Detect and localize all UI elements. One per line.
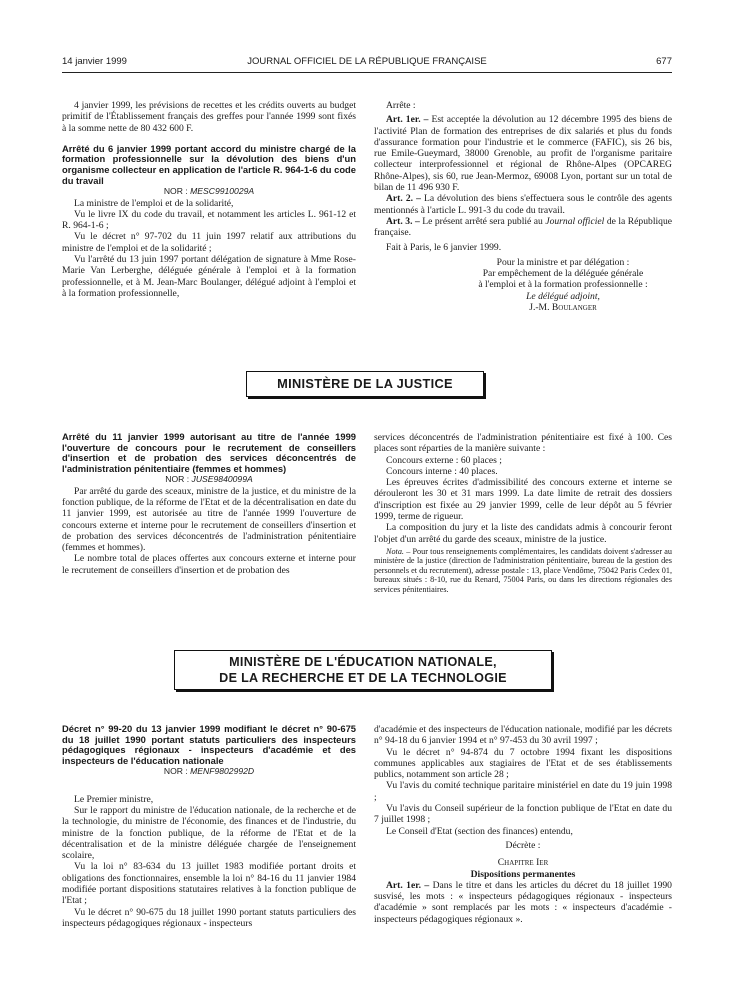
paragraph: Vu l'arrêté du 13 juin 1997 portant délégation de signature à Mme Rose-Marie Van Lerberghe, déléguée générale à l'emploi et à la formation professionnelle, et à M. Jean-Marc Boulanger, délégué adjoint à l'emploi et à la formation professionnelle, [62, 254, 356, 299]
dispositions-heading: Dispositions permanentes [470, 868, 576, 880]
paragraph: Vu le décret n° 97-702 du 11 juin 1997 relatif aux attributions du ministre de l'emploi et de la solidarité ; [62, 231, 356, 254]
paragraph: Le Premier ministre, [74, 793, 154, 805]
header-rule [62, 72, 672, 73]
header-journal-title: JOURNAL OFFICIEL DE LA RÉPUBLIQUE FRANÇAISE [247, 56, 487, 67]
paragraph: services déconcentrés de l'administration pénitentiaire est fixé à 100. Ces places sont réparties de la manière suivante : [374, 432, 672, 455]
paragraph: Vu le décret n° 90-675 du 18 juillet 1990 portant statuts particuliers des inspecteurs pédagogiques régionaux - inspecteurs [62, 906, 356, 929]
arrete-title: Arrêté du 11 janvier 1999 autorisant au titre de l'année 1999 l'ouverture de concours pour le recrutement de conseillers d'insertion et de probation des services déconcentrés de l'administration pénitentiaire (femmes et hommes) [62, 431, 356, 474]
nota-note: Nota. – Pour tous renseignements complémentaires, les candidats doivent s'adresser au ministère de la justice (direction de l'administration pénitentiaire, bureau de la gestion des personnels et du recrutement), adresse postale : 13, place Vendôme, 75042 Paris Cedex 01, bureaux situés : 8-10, rue du Renard, 75004 Paris, ou dans les directions régionales des services pénitentiaires. [374, 546, 672, 594]
paragraph: Les épreuves écrites d'admissibilité des concours externe et interne se dérouleront les 30 et 31 mars 1999. La date limite de retrait des dossiers d'inscription est fixée au 29 janvier 1999, celle de leur dépôt au 5 février 1999, terme de rigueur. [374, 477, 672, 523]
section-education-right-column [374, 724, 672, 925]
ministry-education-heading: MINISTÈRE DE L'ÉDUCATION NATIONALE, DE LA RECHERCHE ET DE LA TECHNOLOGIE [174, 650, 552, 690]
concours-externe: Concours externe : 60 places ; [386, 454, 502, 466]
decret-title: Décret n° 99-20 du 13 janvier 1999 modifiant le décret n° 90-675 du 18 juillet 1990 portant statuts particuliers des inspecteurs pédagogiques régionaux - inspecteurs d'académie et des inspecteurs de l'éducation nationale [62, 723, 356, 766]
article-2: Art. 2. – La dévolution des biens s'effectuera sous le contrôle des agents mentionnés à l'article L. 991-3 du code du travail. [374, 193, 672, 216]
section-justice-right-column [374, 432, 672, 594]
ministry-justice-heading: MINISTÈRE DE LA JUSTICE [246, 371, 484, 397]
arrete-title: Arrêté du 6 janvier 1999 portant accord du ministre chargé de la formation professionnelle sur la dévolution des biens d'un organisme collecteur en application de l'article R. 964-1-6 du code du travail [62, 142, 356, 186]
nor-reference: NOR : JUSE9840099A [165, 474, 253, 485]
header-page-number: 677 [656, 56, 672, 67]
running-header [62, 56, 672, 70]
paragraph: Vu la loi n° 83-634 du 13 juillet 1983 modifiée portant droits et obligations des fonctionnaires, ensemble la loi n° 84-16 du 11 janvier 1984 modifiée portant dispositions statutaires relatives à la fonction publique de l'Etat ; [62, 861, 356, 907]
concours-interne: Concours interne : 40 places. [386, 465, 498, 477]
article-1: Art. 1er. – Est acceptée la dévolution au 12 décembre 1995 des biens de l'activité Plan de formation des entreprises de dix salariés et plus du fonds d'assurance formation pour l'industrie et le commerce (FAFIC), sis 26 bis, rue Emile-Gueymard, 38000 Grenoble, au profit de l'organisme paritaire collecteur interprofessionnel et régional de Rhône-Alpes (OPCAREG Rhône-Alpes), sis 60, rue Jean-Mermoz, 69008 Lyon, portant sur un total de bilan de 11 496 930 F. [374, 114, 672, 194]
paragraph: Par arrêté du garde des sceaux, ministre de la justice, et du ministre de la fonction publique, de la réforme de l'Etat et de la décentralisation en date du 11 janvier 1999, est autorisée au titre de l'année 1999 l'ouverture de concours externe et interne pour le recrutement de conseillers d'insertion et de probation des services déconcentrés de l'administration pénitentiaire (femmes et hommes). [62, 485, 356, 554]
paragraph: Sur le rapport du ministre de l'éducation nationale, de la recherche et de la technologie, du ministre de l'économie, des finances et de l'industrie, du ministre de la fonction publique, de la réforme de l'Etat et de la décentralisation et de la ministre déléguée chargée de l'enseignement scolaire, [62, 804, 356, 862]
paragraph: d'académie et des inspecteurs de l'éducation nationale, modifié par les décrets n° 94-18 du 6 janvier 1994 et n° 97-453 du 30 avril 1997 ; [374, 724, 672, 747]
article-1: Art. 1er. – Dans le titre et dans les articles du décret du 18 juillet 1990 susvisé, les mots : « inspecteurs pédagogiques régionaux - inspecteurs d'académie » sont remplacés par les mots : « inspecteurs d'académie - inspecteurs pédagogiques régionaux ». [374, 879, 672, 925]
section-emploi-right-column [374, 100, 672, 313]
fait-a-paris: Fait à Paris, le 6 janvier 1999. [386, 241, 502, 253]
nor-reference: NOR : MENF9802992D [163, 766, 255, 777]
decrete-label: Décrète : [505, 839, 541, 851]
paragraph: La ministre de l'emploi et de la solidarité, [74, 197, 234, 209]
header-date: 14 janvier 1999 [62, 56, 127, 67]
chapter-heading: Chapitre Ier [497, 857, 549, 869]
paragraph: Vu l'avis du comité technique paritaire ministériel en date du 19 juin 1998 ; [374, 780, 672, 803]
paragraph: Le nombre total de places offertes aux concours externe et interne pour le recrutement de conseillers d'insertion et de probation des [62, 553, 356, 576]
paragraph: La composition du jury et la liste des candidats admis à concourir feront l'objet d'un arrêté du garde des sceaux, ministre de la justice. [374, 522, 672, 545]
signature-block: Pour la ministre et par délégation : Par empêchement de la déléguée générale à l'emploi et à la formation professionnelle : Le délégué adjoint, J.-M. Boulanger [454, 257, 672, 313]
paragraph: Le Conseil d'Etat (section des finances) entendu, [386, 825, 573, 837]
arrete-label: Arrête : [386, 100, 416, 111]
intro-paragraph: 4 janvier 1999, les prévisions de recettes et les crédits ouverts au budget primitif de l'Établissement français des greffes pour l'année 1999 sont fixés à la somme nette de 80 432 600 F. [62, 100, 356, 134]
nor-reference: NOR : MESC9910029A [163, 186, 255, 197]
section-education-left-column [62, 724, 356, 929]
paragraph: Vu le livre IX du code du travail, et notamment les articles L. 961-12 et R. 964-1-6 ; [62, 208, 356, 232]
article-3: Art. 3. – Le présent arrêté sera publié au Journal officiel de la République française. [374, 215, 672, 239]
paragraph: Vu l'avis du Conseil supérieur de la fonction publique de l'Etat en date du 7 juillet 1998 ; [374, 803, 672, 826]
section-justice-left-column [62, 432, 356, 576]
paragraph: Vu le décret n° 94-874 du 7 octobre 1994 fixant les dispositions communes applicables aux stagiaires de l'Etat et de ses établissements publics, notamment son article 28 ; [374, 746, 672, 781]
section-emploi-left-column [62, 100, 356, 299]
signatory-name: J.-M. Boulanger [529, 302, 597, 314]
